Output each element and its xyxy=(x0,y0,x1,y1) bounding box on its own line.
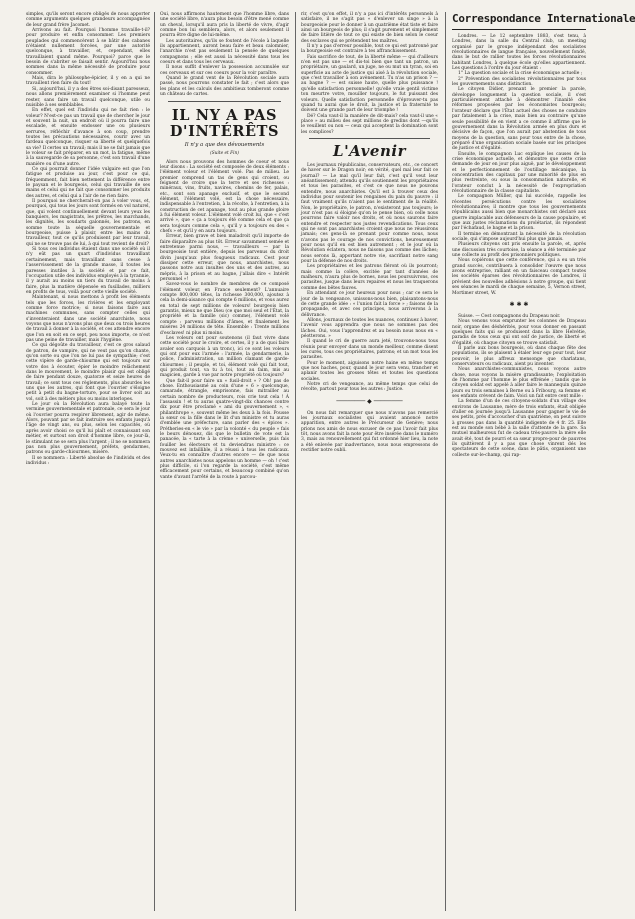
paragraph: Ce qui pourrait donner l'idée vulgaire est que l'on fatigue et produise au jour, c'est pour ce qui, fréquemment, fait bien nettement la différence entre le paysan et le bourgeois, celui qui travaille de ses mains et celui qui ne fait que consommer les produits des autres, et celui qui a l'air de ne rien faire. xyxy=(26,166,150,199)
paragraph: Si, aujourd'hui, il y a des êtres soi-disant paresseux, nous allons premièrement examiner si l'homme peut rester, sans faire un travail quelconque, utile ou nuisible à ses semblables. xyxy=(26,86,150,108)
paragraph: Allons, journaux de toutes les nuances, continuez à baver, l'avenir vous apprendra que nous ne sommes pas des lâches. Oui, vous l'apprendrez et au besoin nous nous en « péotterons. » xyxy=(301,317,438,339)
ornament-divider: ──────── ◆ ──────── xyxy=(336,397,403,405)
paragraph: Le compagnon Müller, qui lui succède, rappelle les récentes persécutions contre les socialistes révolutionnaires; il montre que tous les gouvernements républicains aussi bien que monarchistes ont déclaré aux guerre implacable aux défenseurs de la cause populaire, et que aux justes réclamations du prolétariat, ils répondent par l'échafaud, le bagne et la prison. xyxy=(452,194,586,232)
paragraph: rir, c'est qu'on effet, il n'y a pas ici d'intérêts personnels à satisfaire, il ne s'agit pas « d'enlever un singe » à la bourgeoisie pour le donner à un quatrième état tiste et faire ainsi un bourgeois de plus; il s'agit purement et simplement de faire litière de tout ce qui existe de bien selon le coeur des esclaves qui se prétendent tes maîtres. xyxy=(301,12,438,44)
paragraph: Nous venons vous emprunter les colonnes de Drapeau noir, organe des déshérités, pour vous donner en passant quelques faits qui se produisent dans la libre Helvétie, paradis de tous ceux qui ont soif de justice, de liberté et d'égalité, où chaque citoyen se trouve satisfait. xyxy=(452,319,586,346)
paragraph: Il pourquoi ne chercherait-on pas à voler vous, et, pourquoi, qui tous les jours sont formés en vol naturel, que, qui volent continuellement devant leurs yeux les banquiers, les magistrats, les prêtres, les marchands, les dignités, les soudarts galonnés, les patrons, en somme toute la séquelle gouvernementale et bourgeoise, puisse à plaisir, entre les mains du travailleur, tout ce qu'ils produisent par leur travail, qui ne se trouve pas de lui, à qui tout revient de droit? xyxy=(26,199,150,247)
paragraph: Il nous suffit d'enlever la possession accumulée sur ces cerveaux et sur ces coeurs pour la voir paraître. xyxy=(160,65,289,76)
paragraph: La femme d'un de ces citoyens-soldats d'un village des environs de Lausanne, mère de trois enfants, était obligée d'aller en journée jusqu'à Lausanne pour gagner le vie de ses petits, près d'accoucher d'un quatrième, on peut suivre à grosses pas dans la quantité indigente de 4 fr. 25. Elle est au monde son bébé à la salle d'attente de la gare. Sa mutuel malheureux fut de cadeau très-pauvre la mère elle avait été, tout de pourri et sa sœur propre-pour de pauvres ils quittèrent il y a pas que chose vinrent dés les spectateurs de cette scène, dans le pâtis, organisent une collecte sur-le-champ, qui rap- xyxy=(452,399,586,458)
paragraph: En attendant ce jour heureux pour nous ; car ce sera le jour de la vengeance, unissons-nous bien, plaisantons-nous de cette grande idée : « l'union fait la force » ; faisons de la propagande, et avec ces principes, nous arriverons à la délivrance. xyxy=(301,291,438,318)
paragraph: En effet, quel est l'individu qui ne fait rien : le voleur? N'est-ce pas un travail que de chercher le jour et souvent la nuit, un endroit où il pourra faire une escalade, et ensuite endosser une ou plusieurs serrures, réfléchir d'avance à son coup, prendre toutes les précautions nécessaires, courir avec un fardeau quelconque, risquer sa liberté et quelquefois sa vie? Il certes un travail; mais il ne se fait jamais que le voleur se fait préparer, en un mot, la fatigue, même à la sauvegarde de sa personne, c'est son travail d'une manière ou d'une autre. xyxy=(26,108,150,167)
paragraph: Quand le grand vent de la Révolution sociale aura passé, nous pourrons constater le fait ; c'est alors que les plans et les calculs des ambitieux tomberont comme un château de cartes. xyxy=(160,76,289,98)
column-rule xyxy=(154,12,155,911)
paragraph: Notre cri de vengeance, au même temps que celui de révolte, partout pour tous les autres : Justice. xyxy=(301,382,438,393)
section-divider xyxy=(309,138,430,139)
paragraph: Ensuite, le compagnon Luc explique les causes de la crise économique actuelle, et démontre que cette crise demande de jour en jour plus aiguë, par le développement et le perfectionnement de l'outillage mécanique, la concentration des capitaux par une minorité de plus en plus restreinte, ou sous la consommation naturelle, et l'orateur conclut à la nécessité de l'expropriation révolutionnaire de la classe capitaliste. xyxy=(452,151,586,194)
article-heading: L'Avenir xyxy=(333,141,406,160)
paragraph: Fais sacrifice de tout, de la liberté même — qui d'ailleurs n'en est pas une — et dis-toi bien que tant un patron, un propriétaire, un gaulard, un juge, ne ou mut un tyran, soi en superficie au acte de justice qui aisé à la révolution sociale, que c'est travailler à son avènement. Tu n'as un prison ? — au bagne ? — est suisse haute, quelle plus puissance ! qu'elle satisfaction personnelle! qu'elle vraie gentil victime ton meurtre votre, mouiller toujours, le fut puissant des voleurs. Quelle satisfaction personnelle d'éprouver-tu pas quand tu aurai que le droit, la justice et la fraternité te doivent une grande part de leur triomphe ! xyxy=(301,54,438,114)
column-2 xyxy=(160,12,289,913)
title-rule xyxy=(452,29,586,30)
article-continuation-note: (Suite et Fin) xyxy=(210,150,239,156)
column-3 xyxy=(301,12,438,913)
paragraph: simples, qu'ils seront encore obligés de nous apporter comme arguments quelques grandeurs accompagnées de leur grand frère Jacomet. xyxy=(26,12,150,28)
section-divider xyxy=(168,101,281,102)
paragraph: Si tous ces individus étaient dans une société où il n'y eût pas un quart d'individus travaillant certainement, mais travaillant sans cesse à l'asservissement de la grande masse, il toutes les paresses inutiles à la société et par ce fait, l'occupation utile des individus employés à la tyrannie, il y aurait au moins un tiers du travail de moins à faire, plus la matière dépensée en fusillades, milliers en profits de tous, voilà pour cette vieille société. xyxy=(26,247,150,295)
paragraph: Alors nous prouvons des hommes de coeur et nous leur disons : La société est composée de deux éléments : l'élément voleur et l'élément volé. Pas de milieu. Le premier comprend un tas de gens qui croient, ou feignent de croire que la terre et ses richesses : minéraux, vins, fruits, navires, chemins de fer, palais, etc., sont son apanage exclusif, et que le second élément, l'élément volé, est la chose nécessaire, indispensable à l'entretien, à la récolte, à l'entretien, à la construction de cet apanage, tout au plus grande gloire à fui élément voleur. L'élément volé croit lui, que « c'est arrivé », que « ça a toujours été comme cela et que ça sera toujours comme cela », qu'il y a toujours eu des « chefs » et qu'il y en aura toujours. xyxy=(160,159,289,234)
paragraph: 1° La question sociale et la crise économique actuelle ; xyxy=(458,71,583,77)
paragraph: Mais, dira le philosophe-épicier, il y en a qui ne travaillent rien faire du tout! xyxy=(26,76,150,87)
paragraph: Dé? Cela vaut-il la manière de dit-mais? cela vaut-il une « place » au milieu des sept millions de gredins dont —qu'ils le veuillent ou non — ceux qui acceptent la domination sont les complices? xyxy=(301,113,438,135)
paragraph: Il n'y a pas d'erreur possible, tout ce qui est patronné par la bourgeoisie est contraire à tes affranchissement. xyxy=(301,44,438,55)
article-heading: IL NY A PAS D'INTÉRÊTS xyxy=(169,106,280,140)
paragraph: Plusieurs citoyens ont pris ensuite la parole, et, après une discussion très courtoise, la séance a été terminée par une collecte au profit des prisonniers politiques. xyxy=(452,242,586,259)
paragraph: 2° Prévention des socialistes révolutionnaires par tous les gouvernements sans distinction. xyxy=(452,76,586,88)
paragraph: Nous copiérons que cette conférence, qui a eu un très grand succès, contribuera à consolider l'œuvre que nous avons entreprise, ralliant en un faisceau compact toutes les sociétés éparses des révolutionnaires de Londres, il prévient des nouvelles adhésions à notre groupe, qui tient ses séances le mardi de chaque semaine, 5, Vernon street, Mortimer street, W. xyxy=(452,258,586,296)
paragraph: Suisse. — Cest compagnons du Drapeau noir. xyxy=(458,313,561,319)
paragraph: Il quand le cri de guerre aura jeté, trouvons-nous tous réunis pour envoyer dans un monde meilleur, comme disent les curés, tous ces propriétaires, patrons; et un mot tous les parasites. xyxy=(301,339,438,361)
paragraph: Londres. — Le 12 septembre 1883, s'est tenu, à Londres, dans la salle du Central club, un meeting organisé par le groupe indépendant des socialistes révolutionnaires de langue française, nouvellement fondé, dans le but de rallier toutes les forces révolutionnaires habitant Londres, à quelque école qu'elles appartiennent. Les questions à l'ordre du jour étaient : xyxy=(452,34,586,72)
article-subheading: Il n'y a que des dévouements xyxy=(184,141,265,148)
ornament-divider: ✱ ✱ ✱ xyxy=(509,300,529,308)
column-1 xyxy=(26,12,150,913)
paragraph: Oui, nous affirmons hautement que l'homme libre, dans une société libre, n'aura plus besoin d'être mené comme un cheval, lorsqu'il aura pris la liberté de vivre, d'agir comme bon lui semblera, alors, et alors seulement il pourra être digne de lui-même. xyxy=(160,12,289,39)
paragraph: Pour le moment, aiguisons notre haine en même temps que nos haches, pour, quand le jour sera venu, trancher et aplanir toutes les grosses têtes et toutes les questions sociales. xyxy=(301,360,438,382)
section-title: Correspondance Internationale xyxy=(452,12,635,25)
column-4 xyxy=(452,12,635,913)
paragraph: Le citoyen Didier, prenant le premier la parole, développe longuement la question sociale, il s'est particulièrement attaché à démontrer l'inanité des réformes proposées par les économistes bourgeois; l'orateur déclare que l'État actuel des choses ne conduire par fatalement à la crise, mais bien au contraire qu'une seule possibilité de en vient a ce comme il affirme que le gouvernement dans la Révolution armée en plus durs et décisive de façon, que l'on aurait par abstention de tous moyens de la question, sans pour tous entre de la chose, préparé d'une organisation sociale basée sur les principes de justice et d'égalité. xyxy=(452,87,586,152)
paragraph: Arrivons au fait. Pourquoi l'homme travaille-t-il? pour produire et enfin consommer. Les premiers peuplades qui commencèrent à se bâtir des cabanes n'étaient nullement forcées, par une autorité quelconque, à travailler, et, cependant, elles travaillaient quand même. Pourquoi? parce que le besoin de s'abriter se faisait sentir. Aujourd'hui nous sommes dans la même nécessité de produire pour consommer. xyxy=(26,28,150,76)
paragraph: Il se nommera : Liberté absolue de l'individu et des individus : xyxy=(26,455,150,466)
column-rule xyxy=(445,12,446,911)
paragraph: Savez-vous le nombre de membres de ce composé l'élément voleur, en France seulement? L'annuaire compte 800,000 têtes, la richesse 300,000, ajoutez à cela la demi-aisance qui compte 6 millions, et vous aurez en total de sept millions de voleurs! bourgeois bien garantis, mieux ne que Dieu (ce que moi seul et l'État, la propriété et la famille (sic) comme), l'élément volé compte : parvenu millions d'âmes, et finalement les misères 24 millions de tête. Ensemble : Trente millions d'esclaves! ni plus ni moins. xyxy=(160,282,289,336)
paragraph: Les propriétaires et les patrons fléront où ils pourront; mais comme la colère, excitée par tant d'années de malheurs, n'aura plus de bornes, nous les poursuivrons, ces parasites, jusque dans leurs repaires et nous les traquerons comme des bêtes fauves. xyxy=(301,264,438,291)
paragraph: Il parle aux bons bourgeois, où dans chaque fête des populations, ils se plaisent à étaler leur ego pour tout, leur pouvoir, le plus affreux mensonge que charlatans, conservateurs ou radicaux, aient pu inventer. xyxy=(452,345,586,367)
paragraph: Les journaux républicains, conservateurs, etc., ce concert de haver sur le Dragon noir; en vérité, quel mal leur fait ce journal? — Le mal qu'il leur fait, c'est qu'il veut leur anéantissement; attendu qu'ils soutiennent les propriétaires et tous les parasites, et c'est ce que nous ne pouvons entendre, nous anarchistes. Qu'il est à trouver ceux des individus pour soutenir les rengaines du pain du pauvre : il faut vraiment qu'ils n'aient pas le sentiment de la réalité. Non, le propriétaire, le patron, n'existeront pas toujours; le jour n'est pas si éloigné qu'on le pense bien, où celle nous pourrons faire valoir nos droits, et où nous saurons faire entendre et respecter nos justes revendications. Tous ceux qui ne sont pas anarchistes croient que nous ne réussirons jamais; ces gens-là se prenant pour comme nous, nous n'avons pas le courage de nos convictions, heureusement pour nous qu'il en est bien autrement ; et le jour où la Révolution éclatera, nous ne faisons pas comme des lâches; nous serons là, apportant notre vie, sacrifiant notre sang pour la défense de nos droits. xyxy=(301,162,438,265)
paragraph: Les voleurs ont pour soutenons (il faut vivre dans cette société pour le croire, et certes, il y a de quoi faire avaler son carquois à un tronc), ici ce sont les voleurs qui ont pour eux l'armée : l'armée, la gendarmerie, la police, l'administration, un million clamant de garde-chiourmes ; il peuple, et toi, élément volé qui fait tout, qui produit tout, va tu à toi, tout au faim, mis au magicien, garde à vue par notre propriété où toujours? xyxy=(160,335,289,379)
column-rule xyxy=(295,12,296,911)
paragraph: Les autoritaires, qu'ils se foutent de l'école à laquelle ils appartiennent, auront beau faire et beau calomnier, l'anarchie n'est pas seulement la pensée de quelques compagnons ; elle est aussi la nécessité dans tous les coeurs et dans tous les cerveaux. xyxy=(160,38,289,66)
paragraph: Le jour où la Révolution aura balayé toute la vermine gouvernementale et patronale, ce sera le jour où l'ouvrier pourra respirer librement, agir de même. Alors, pouvant par se fait instruire ses enfants jusqu'à l'âge de vingt ans, ou plus, selon les capacités, où après avoir choisi ce qu'il lui plaît et connaissant son métier, et surtout son droit d'homme libre, ce jour-là, le stimulant ne se sera plus l'argent ; il ne se nommera pas non plus gouvernement, préfets, gendarmes, patrons ou garde-chiourmes, misère. xyxy=(26,402,150,456)
paragraph: Il termine en démontrant la nécessité de la révolution sociale, qui s'impose aujourd'hui plus que jamais. xyxy=(452,231,586,243)
paragraph: Maintenant, si nous mettons à profit les éléments tels que les forces, les rivières et les employant comme force motrice; si nous faisons faire aux machines communes, sans compter celles qui s'inventeraient dans une société anarchiste, nous voyons que nous n'avons plus que deux ou trois heures de travail à donner à la société, et ces attendre encore que l'on en soit en ce sept, peu nous importe, ce n'est pas une peine de travailler, mais l'hygiène. xyxy=(26,295,150,343)
paragraph: Ce qui dégoûte du travailleur, c'est ce gros salaud de patron, de vampire, qui ne veut pas qu'on chante, qu'on sorte ou que l'on ne lui pas de sympathie; c'est cette vipère de garde-chiourme qui est toujours sur votre dos à écouter, épier le moindre relâchement dans le mouvement, le moindre plaisir qui est obligé de faire pendant douze, quatorze et seize heures de travail; ce sont tous ces règlements, plus absurdes les uns que les autres, qui font que l'ouvrier s'éloigne petit à petit du bagne-torture, pour se livrer soit au vol, soit à des métiers plus ou moins interlopes. xyxy=(26,343,150,402)
paragraph: Nous anarchistes-communistes, nous voyons autre chose, nous voyons la misère grandissante; l'exploitation de l'homme par l'homme le plus effrénée ; tandis que le citoyen soldat est appelé à aller faire le mannequin quinze jours ou trois semaines à Berne ou à Fribourg, sa femme et ses enfants crèvent de faim. Voici un fait entre cent mille : xyxy=(452,367,586,399)
paragraph: On nous fait remarquer que nous n'avons pas remercié les journaux socialistes qui avaient annoncé notre apparition, entre autres le Précurseur de Genève; nous prions nos amis de nous excuser de ce pas l'avoir fait plus tôt, nous avons fait la note pour être insérée dans le numéro 3, mais au renouvellement qui fut ordonné hier lieu, la note a été enlevée par inadvertance, nous nous empressons de rectifier notre oubli. xyxy=(301,410,438,454)
paragraph: Erreur, bien grave et bien maladroit qu'il importe de faire disparaître au plus tôt. Erreur savamment semée et entretenue parmi nous, — travailleurs — par la bourgeoisie tout entière, depuis les parvenus du droit divin jusqu'aux plus fougueux radicaux. Cest pour dissiper cette erreur, que nous, anarchistes, nous passons notre aux insultes des uns et des autres, au mépris, à la prison et au bagne, j'allais dire « Intérêt personnel »! xyxy=(160,234,289,283)
paragraph: Que fait-il pour faire un « fusil-droit » ? Oh! pas de chose. Enthousiasmé au coin d'une « 6 » quelconque, camarade, étrangle, emprisonne, fais mitrailler au certain nombre de producteurs, rois crie tout cela ! À l'assassin ! et tu auras quatre-vingt-dix chances contre dix pour être proclamé « ami du gouvernement », « philanthrope », souvent même les deux à la fois. Pousse la sœur ou la fille dans le lit d'un ministre et tu auras d'emblée une préfecture, sans parler des « épices ». Prétheries-en « le vie » par la volonté « du peuple » fais le beurs dénouez, dis que le bulletin de vote est la panacée, la « tarte à la crème » universelle, puis fais fouiller les électeurs et tu deviendras ministre : ce mouvez est infaillible, il a réussi à tous les radicaux. Veux-tu en connaître d'autres encore — de que nous autres anarchistes nous appelons un homme — oh ! c'est plus difficile, si l'on regarde la société, c'est même efficacement pour certains, et beaucoup combiné qu'on vante d'avant l'arrêté de la route à parcou- xyxy=(160,378,289,480)
